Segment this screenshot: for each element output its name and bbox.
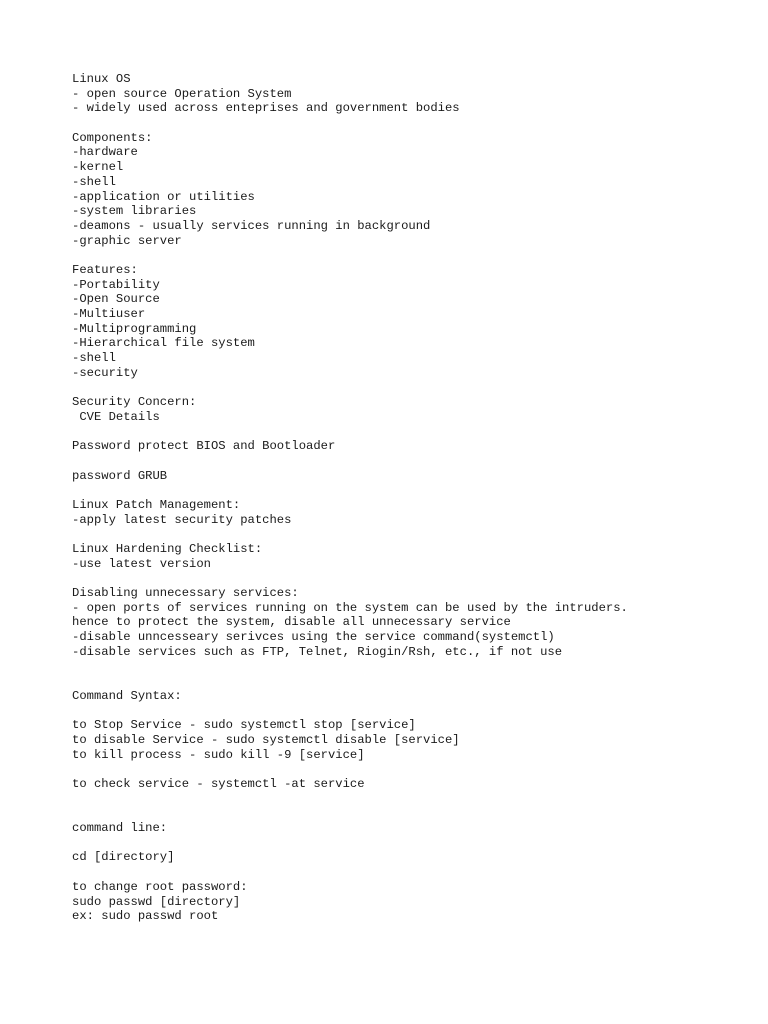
blank-line [72, 704, 752, 719]
text-line: -kernel [72, 160, 124, 175]
text-line: -hardware [72, 145, 138, 160]
text-line: to Stop Service - sudo systemctl stop [service] [72, 718, 416, 733]
blank-line [72, 660, 752, 675]
text-line: -deamons - usually services running in background [72, 218, 431, 233]
text-line: -application or utilities [72, 189, 255, 204]
text-line: -use latest version [72, 556, 211, 571]
text-line: -Hierarchical file system [72, 336, 255, 351]
text-line: Linux Patch Management: [72, 497, 241, 512]
blank-line [72, 571, 752, 586]
text-line: - widely used across enteprises and government bodies [72, 101, 460, 116]
text-line: to kill process - sudo kill -9 [service] [72, 747, 365, 762]
text-line: Command Syntax: [72, 688, 182, 703]
blank-line [72, 380, 752, 395]
blank-line [72, 792, 752, 807]
text-line: sudo passwd [directory] [72, 894, 241, 909]
text-line: -security [72, 365, 138, 380]
blank-line [72, 674, 752, 689]
text-line: -Portability [72, 277, 160, 292]
text-line: Security Concern: [72, 395, 197, 410]
text-line: password GRUB [72, 468, 168, 483]
document-page [72, 72, 752, 924]
text-line: Password protect BIOS and Bootloader [72, 439, 336, 454]
text-line: - open ports of services running on the system can be used by the intruders. [72, 600, 628, 615]
blank-line [72, 865, 752, 880]
text-line: to change root password: [72, 879, 248, 894]
text-line: Features: [72, 262, 138, 277]
blank-line [72, 836, 752, 851]
text-line: -apply latest security patches [72, 512, 292, 527]
text-line: cd [directory] [72, 850, 175, 865]
text-line: Linux Hardening Checklist: [72, 542, 263, 556]
text-line: ex: sudo passwd root [72, 909, 219, 924]
blank-line [72, 483, 752, 498]
blank-line [72, 454, 752, 469]
text-line: -Multiprogramming [72, 321, 197, 336]
text-line: -graphic server [72, 233, 182, 248]
blank-line [72, 527, 752, 542]
text-line: -Open Source [72, 292, 160, 307]
text-line: command line: [72, 821, 168, 836]
text-line: -Multiuser [72, 307, 146, 321]
text-line: -system libraries [72, 204, 197, 219]
blank-line [72, 762, 752, 777]
blank-line [72, 425, 752, 440]
blank-line [72, 806, 752, 821]
text-line: -shell [72, 351, 116, 366]
text-line: CVE Details [72, 409, 160, 424]
text-line: to disable Service - sudo systemctl disable [service] [72, 732, 460, 747]
text-line: - open source Operation System [72, 86, 292, 101]
text-line: hence to protect the system, disable all unnecessary service [72, 615, 511, 630]
text-line: Disabling unnecessary services: [72, 586, 299, 601]
text-line: -disable unncesseary serivces using the service command(systemctl) [72, 630, 555, 645]
blank-line [72, 116, 752, 131]
blank-line [72, 248, 752, 263]
text-line: -shell [72, 174, 116, 189]
text-line: Components: [72, 130, 153, 145]
text-line: Linux OS [72, 72, 131, 86]
text-line: to check service - systemctl -at service [72, 777, 365, 791]
text-line: -disable services such as FTP, Telnet, Riogin/Rsh, etc., if not use [72, 644, 563, 659]
